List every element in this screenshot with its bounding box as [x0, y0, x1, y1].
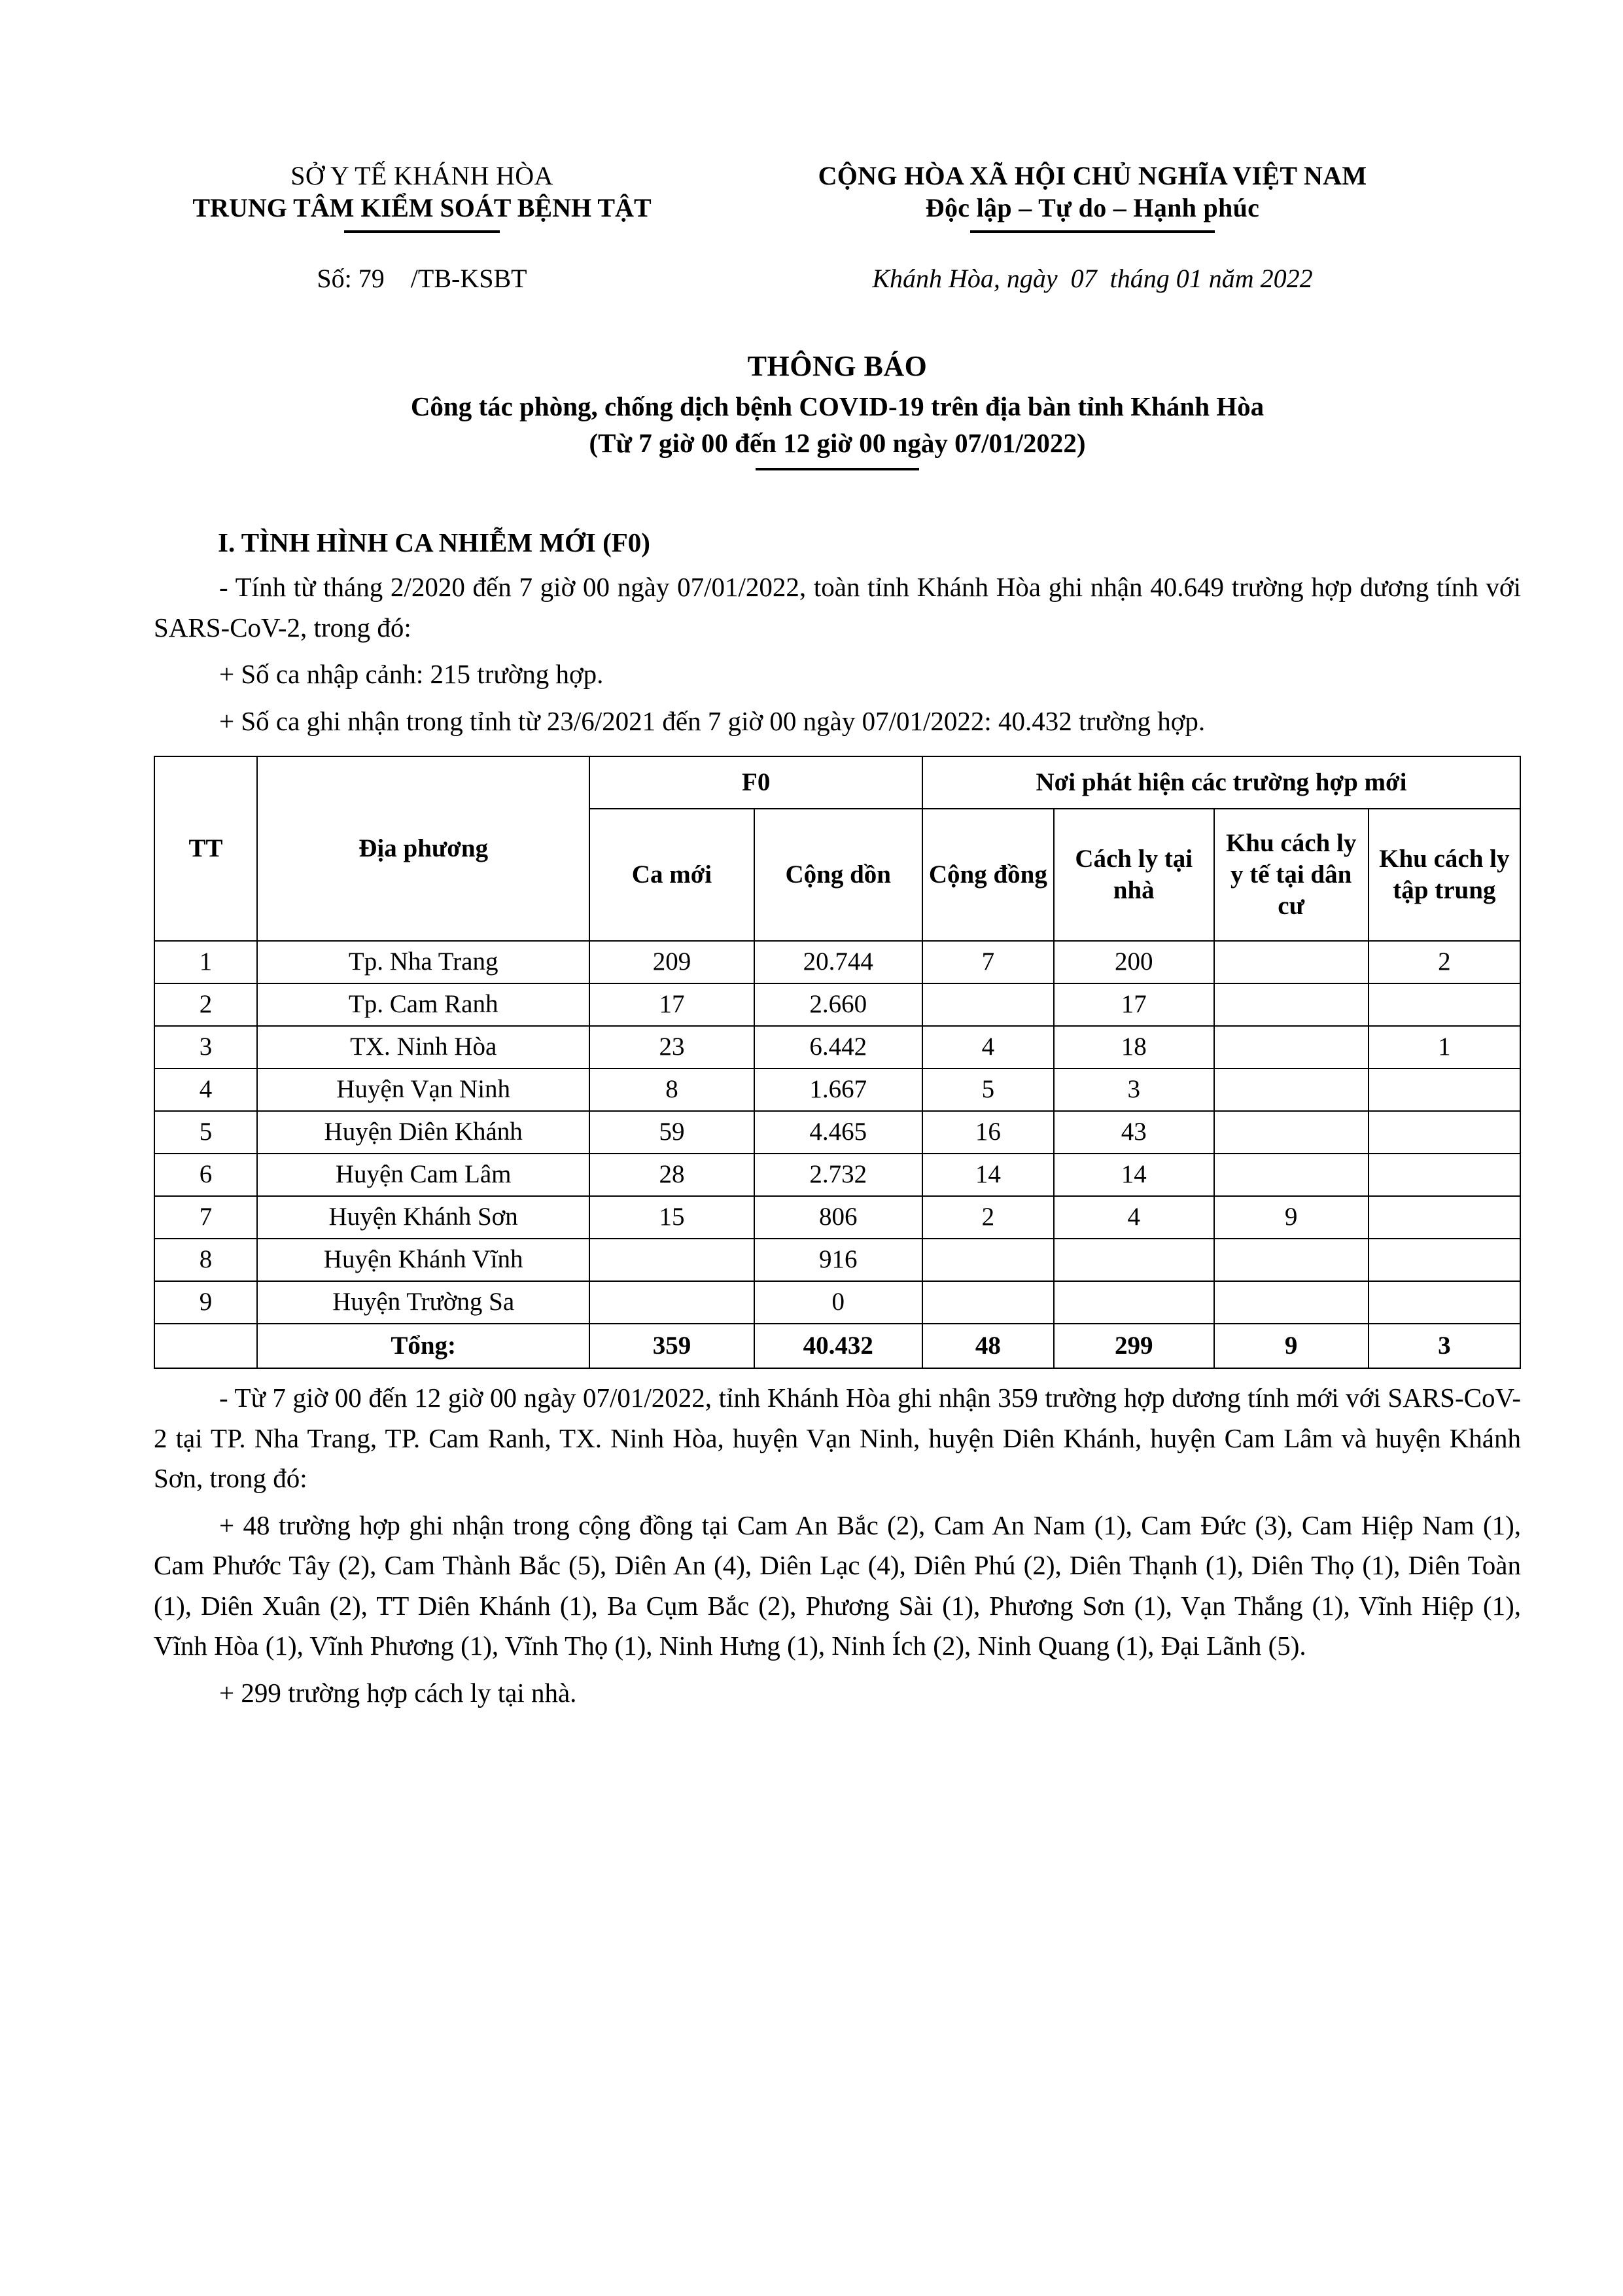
issuing-authority-block	[154, 160, 664, 233]
cell-khu-cach-ly-tap-trung	[1369, 1069, 1520, 1111]
total-label: Tổng:	[257, 1324, 589, 1368]
cell-khu-cach-ly-tap-trung	[1369, 983, 1520, 1026]
cell-khu-cach-ly-tap-trung	[1369, 1111, 1520, 1154]
cell-ca-moi	[589, 1239, 754, 1281]
cell-ca-moi: 59	[589, 1111, 754, 1154]
section-1-paragraph-5: + 48 trường hợp ghi nhận trong cộng đồng tại Cam An Bắc (2), Cam An Nam (1), Cam Đức (3), Cam Hiệp Nam (1), Cam Phước Tây (2), Cam Thành Bắc (5), Diên An (4), Diên Lạc (4), Diên Phú (2), Diên Thạnh (1), Diên Thọ (1), Diên Toàn (1), Diên Xuân (2), TT Diên Khánh (1), Ba Cụm Bắc (2), Phương Sài (1), Phương Sơn (1), Vạn Thắng (1), Vĩnh Hiệp (1), Vĩnh Hòa (1), Vĩnh Phương (1), Vĩnh Thọ (1), Ninh Hưng (1), Ninh Ích (2), Ninh Quang (1), Đại Lãnh (5).	[154, 1510, 1521, 1661]
cell-dia-phuong: Huyện Vạn Ninh	[257, 1069, 589, 1111]
cell-dia-phuong: Tp. Cam Ranh	[257, 983, 589, 1026]
cell-cong-don: 2.732	[754, 1154, 922, 1196]
cell-ca-moi: 209	[589, 941, 754, 983]
cell-cong-don: 806	[754, 1196, 922, 1239]
cell-khu-cach-ly-y-te	[1214, 983, 1369, 1026]
cell-khu-cach-ly-y-te	[1214, 1026, 1369, 1069]
cell-khu-cach-ly-tap-trung	[1369, 1196, 1520, 1239]
cell-khu-cach-ly-y-te	[1214, 1281, 1369, 1324]
cell-dia-phuong: Tp. Nha Trang	[257, 941, 589, 983]
title-divider	[756, 468, 919, 470]
group-header-f0: F0	[589, 756, 922, 809]
section-1-paragraph-3: + Số ca ghi nhận trong tỉnh từ 23/6/2021 đến 7 giờ 00 ngày 07/01/2022: 40.432 trường hợp.	[219, 705, 1206, 736]
cell-tt: 3	[154, 1026, 257, 1069]
title-timerange: (Từ 7 giờ 00 đến 12 giờ 00 ngày 07/01/2022)	[589, 427, 1086, 458]
total-ca-moi: 359	[589, 1324, 754, 1368]
cell-khu-cach-ly-tap-trung	[1369, 1154, 1520, 1196]
table-row	[154, 1069, 1520, 1111]
section-1-heading: I. TÌNH HÌNH CA NHIỄM MỚI (F0)	[218, 527, 650, 558]
cell-tt: 8	[154, 1239, 257, 1281]
cell-cong-don: 0	[754, 1281, 922, 1324]
f0-statistics-table	[154, 756, 1521, 1369]
cell-dia-phuong: Huyện Khánh Vĩnh	[257, 1239, 589, 1281]
table-head	[154, 756, 1520, 941]
national-heading-block	[664, 160, 1521, 233]
cell-ca-moi: 23	[589, 1026, 754, 1069]
cell-cong-dong: 7	[922, 941, 1054, 983]
cell-tt: 5	[154, 1111, 257, 1154]
col-header-khu-cach-ly-tap-trung: Khu cách ly tập trung	[1369, 809, 1520, 941]
cell-cong-dong: 5	[922, 1069, 1054, 1111]
cell-ca-moi: 17	[589, 983, 754, 1026]
section-1-paragraph-4: - Từ 7 giờ 00 đến 12 giờ 00 ngày 07/01/2022, tỉnh Khánh Hòa ghi nhận 359 trường hợp dương tính mới với SARS-CoV-2 tại TP. Nha Trang, TP. Cam Ranh, TX. Ninh Hòa, huyện Vạn Ninh, huyện Diên Khánh, huyện Cam Lâm và huyện Khánh Sơn, trong đó:	[154, 1383, 1521, 1494]
cell-cong-don: 2.660	[754, 983, 922, 1026]
national-motto: Độc lập – Tự do – Hạnh phúc	[925, 192, 1260, 222]
cell-dia-phuong: TX. Ninh Hòa	[257, 1026, 589, 1069]
total-khu-cach-ly-tap-trung: 3	[1369, 1324, 1520, 1368]
col-header-ca-moi: Ca mới	[589, 809, 754, 941]
cell-cach-ly-tai-nha	[1054, 1281, 1214, 1324]
cell-cong-dong: 16	[922, 1111, 1054, 1154]
table-row	[154, 1111, 1520, 1154]
cell-khu-cach-ly-y-te	[1214, 1069, 1369, 1111]
cell-cong-don: 4.465	[754, 1111, 922, 1154]
cell-cong-don: 1.667	[754, 1069, 922, 1111]
document-date: Khánh Hòa, ngày 07 tháng 01 năm 2022	[872, 263, 1313, 293]
cell-cong-don: 916	[754, 1239, 922, 1281]
document-number: Số: 79 /TB-KSBT	[317, 263, 527, 293]
cell-dia-phuong: Huyện Trường Sa	[257, 1281, 589, 1324]
section-1-paragraph-2: + Số ca nhập cảnh: 215 trường hợp.	[219, 659, 604, 690]
cell-khu-cach-ly-tap-trung	[1369, 1239, 1520, 1281]
cell-cong-dong: 14	[922, 1154, 1054, 1196]
table-row	[154, 1026, 1520, 1069]
cell-dia-phuong: Huyện Khánh Sơn	[257, 1196, 589, 1239]
cell-cong-dong: 4	[922, 1026, 1054, 1069]
col-header-dia-phuong: Địa phương	[257, 756, 589, 941]
cell-cong-don: 6.442	[754, 1026, 922, 1069]
total-spacer-cell	[154, 1324, 257, 1368]
table-header-row-1	[154, 756, 1520, 809]
cell-ca-moi: 15	[589, 1196, 754, 1239]
cell-cong-dong: 2	[922, 1196, 1054, 1239]
header-divider-left	[344, 230, 500, 233]
cell-khu-cach-ly-y-te	[1214, 1111, 1369, 1154]
cell-ca-moi	[589, 1281, 754, 1324]
table-body	[154, 941, 1520, 1324]
center-name: TRUNG TÂM KIỂM SOÁT BỆNH TẬT	[192, 192, 652, 222]
document-meta-row	[154, 263, 1521, 294]
total-cong-don: 40.432	[754, 1324, 922, 1368]
document-content	[154, 160, 1521, 1713]
cell-tt: 9	[154, 1281, 257, 1324]
col-header-khu-cach-ly-y-te: Khu cách ly y tế tại dân cư	[1214, 809, 1369, 941]
cell-khu-cach-ly-y-te: 9	[1214, 1196, 1369, 1239]
cell-cach-ly-tai-nha: 3	[1054, 1069, 1214, 1111]
group-header-noi-phat-hien: Nơi phát hiện các trường hợp mới	[922, 756, 1520, 809]
cell-cong-dong	[922, 1239, 1054, 1281]
table-row	[154, 1196, 1520, 1239]
table-row	[154, 941, 1520, 983]
title-subtitle: Công tác phòng, chống dịch bệnh COVID-19 trên địa bàn tỉnh Khánh Hòa	[410, 391, 1265, 421]
cell-cach-ly-tai-nha	[1054, 1239, 1214, 1281]
table-total-row	[154, 1324, 1520, 1368]
table-foot	[154, 1324, 1520, 1368]
total-khu-cach-ly-y-te: 9	[1214, 1324, 1369, 1368]
cell-cong-dong	[922, 983, 1054, 1026]
page-title: THÔNG BÁO	[747, 349, 928, 382]
col-header-cong-don: Cộng dồn	[754, 809, 922, 941]
section-1-paragraph-1: - Tính từ tháng 2/2020 đến 7 giờ 00 ngày 07/01/2022, toàn tỉnh Khánh Hòa ghi nhận 40.649 trường hợp dương tính với SARS-CoV-2, trong đó:	[154, 572, 1521, 643]
cell-ca-moi: 8	[589, 1069, 754, 1111]
country-name: CỘNG HÒA XÃ HỘI CHỦ NGHĨA VIỆT NAM	[818, 161, 1367, 190]
cell-khu-cach-ly-tap-trung: 2	[1369, 941, 1520, 983]
total-cong-dong: 48	[922, 1324, 1054, 1368]
total-cach-ly-tai-nha: 299	[1054, 1324, 1214, 1368]
cell-khu-cach-ly-y-te	[1214, 1239, 1369, 1281]
cell-tt: 7	[154, 1196, 257, 1239]
cell-tt: 4	[154, 1069, 257, 1111]
cell-cach-ly-tai-nha: 14	[1054, 1154, 1214, 1196]
cell-cach-ly-tai-nha: 4	[1054, 1196, 1214, 1239]
section-1-paragraph-6: + 299 trường hợp cách ly tại nhà.	[219, 1677, 577, 1708]
cell-tt: 6	[154, 1154, 257, 1196]
cell-cach-ly-tai-nha: 18	[1054, 1026, 1214, 1069]
cell-khu-cach-ly-tap-trung: 1	[1369, 1026, 1520, 1069]
cell-tt: 1	[154, 941, 257, 983]
cell-cong-dong	[922, 1281, 1054, 1324]
cell-cach-ly-tai-nha: 17	[1054, 983, 1214, 1026]
col-header-tt: TT	[154, 756, 257, 941]
department-name: SỞ Y TẾ KHÁNH HÒA	[290, 161, 553, 190]
cell-khu-cach-ly-y-te	[1214, 1154, 1369, 1196]
cell-cach-ly-tai-nha: 200	[1054, 941, 1214, 983]
document-header	[154, 160, 1521, 233]
cell-khu-cach-ly-y-te	[1214, 941, 1369, 983]
cell-khu-cach-ly-tap-trung	[1369, 1281, 1520, 1324]
table-row	[154, 1239, 1520, 1281]
col-header-cong-dong: Cộng đồng	[922, 809, 1054, 941]
document-title-block	[154, 347, 1521, 471]
header-divider-right	[970, 230, 1215, 233]
table-row	[154, 1154, 1520, 1196]
table-row	[154, 1281, 1520, 1324]
table-row	[154, 983, 1520, 1026]
cell-ca-moi: 28	[589, 1154, 754, 1196]
cell-dia-phuong: Huyện Diên Khánh	[257, 1111, 589, 1154]
cell-dia-phuong: Huyện Cam Lâm	[257, 1154, 589, 1196]
cell-tt: 2	[154, 983, 257, 1026]
cell-cong-don: 20.744	[754, 941, 922, 983]
cell-cach-ly-tai-nha: 43	[1054, 1111, 1214, 1154]
col-header-cach-ly-tai-nha: Cách ly tại nhà	[1054, 809, 1214, 941]
